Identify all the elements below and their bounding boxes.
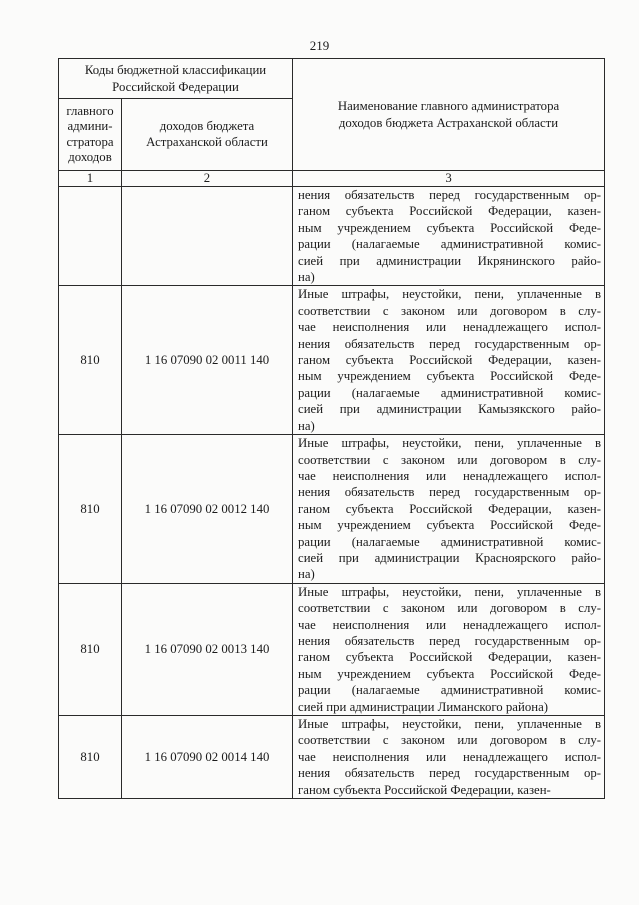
- text-line: чае неисполнения или ненадлежащего испол-: [298, 320, 602, 335]
- admin-code-cell: 810: [59, 435, 122, 584]
- text-line: ным учреждением субъекта Российской Феде-: [298, 369, 602, 384]
- text-line: Иные штрафы, неустойки, пени, уплаченные в: [298, 436, 602, 451]
- table-row: [59, 286, 605, 435]
- table-row: [59, 583, 605, 715]
- text-line: рации (налагаемые административной комис-: [298, 385, 602, 400]
- column-number: 2: [122, 171, 293, 187]
- text-line: на): [298, 418, 315, 433]
- text-line: сией при администрации Икрянинского райо-: [298, 253, 602, 268]
- table-row: [59, 716, 605, 799]
- text-line: Иные штрафы, неустойки, пени, уплаченные в: [298, 287, 602, 302]
- name-column-header: [293, 59, 605, 171]
- income-column-header: [122, 99, 293, 171]
- page-number: 219: [309, 38, 330, 53]
- admin-code-cell: [59, 187, 122, 286]
- text-line: нения обязательств перед государственным ор-: [298, 485, 602, 500]
- text-line: ным учреждением субъекта Российской Феде-: [298, 666, 602, 681]
- admin-code-cell: 810: [59, 716, 122, 799]
- codes-title-line: Коды бюджетной классификации: [84, 63, 267, 78]
- budget-codes-table: [58, 58, 605, 799]
- text-line: соответствии с законом или договором в слу-: [298, 452, 602, 467]
- administrator-name-cell: [293, 435, 605, 584]
- table-row: [59, 435, 605, 584]
- text-line: ганом субъекта Российской Федерации, казен-: [298, 501, 602, 516]
- admin-header-line: админи-: [67, 119, 113, 133]
- budget-code-cell: 1 16 07090 02 0012 140: [122, 435, 293, 584]
- administrator-name-cell: [293, 187, 605, 286]
- budget-code-cell: [122, 187, 293, 286]
- text-line: Иные штрафы, неустойки, пени, уплаченные в: [298, 717, 602, 731]
- text-line: нения обязательств перед государственным ор-: [298, 766, 602, 781]
- name-header-line: доходов бюджета Астраханской области: [338, 115, 559, 130]
- admin-code-cell: 810: [59, 583, 122, 715]
- text-line: соответствии с законом или договором в слу-: [298, 733, 602, 748]
- column-number: 1: [59, 171, 122, 187]
- column-number-row: [59, 171, 605, 187]
- text-line: чае неисполнения или ненадлежащего испол-: [298, 749, 602, 764]
- administrator-name-cell: [293, 583, 605, 715]
- table-row: [59, 187, 605, 286]
- text-line: рации (налагаемые административной комис-: [298, 683, 602, 698]
- text-line: сией при администрации Лиманского района): [298, 699, 549, 714]
- admin-header-line: главного: [66, 103, 114, 118]
- column-number: 3: [293, 171, 605, 187]
- budget-code-cell: 1 16 07090 02 0014 140: [122, 716, 293, 799]
- text-line: ганом субъекта Российской Федерации, казен-: [298, 353, 602, 368]
- header-row: [59, 59, 605, 99]
- budget-code-cell: 1 16 07090 02 0013 140: [122, 583, 293, 715]
- text-line: на): [298, 270, 315, 285]
- text-line: ганом субъекта Российской Федерации, казен-: [298, 650, 602, 665]
- text-line: рации (налагаемые административной комис-: [298, 534, 602, 549]
- text-line: сией при администрации Красноярского райо-: [298, 550, 602, 565]
- income-header-line: Астраханской области: [146, 134, 268, 149]
- name-header-line: Наименование главного администратора: [337, 99, 560, 114]
- admin-code-cell: 810: [59, 286, 122, 435]
- admin-column-header: [59, 99, 122, 171]
- text-line: нения обязательств перед государственным ор-: [298, 188, 602, 202]
- text-line: соответствии с законом или договором в слу-: [298, 303, 602, 318]
- income-header-line: доходов бюджета: [159, 119, 255, 133]
- text-line: сией при администрации Камызякского райо-: [298, 402, 602, 417]
- administrator-name-cell: [293, 716, 605, 799]
- text-line: соответствии с законом или договором в слу-: [298, 601, 602, 616]
- text-line: Иные штрафы, неустойки, пени, уплаченные в: [298, 584, 602, 599]
- text-line: рации (налагаемые административной комис-: [298, 237, 602, 252]
- administrator-name-cell: [293, 286, 605, 435]
- text-line: чае неисполнения или ненадлежащего испол-: [298, 617, 602, 632]
- codes-title-line: Российской Федерации: [112, 79, 239, 94]
- text-line: ганом субъекта Российской Федерации, казен-: [298, 782, 551, 797]
- text-line: чае неисполнения или ненадлежащего испол-: [298, 468, 602, 483]
- admin-header-line: доходов: [68, 150, 112, 164]
- text-line: нения обязательств перед государственным ор-: [298, 633, 602, 648]
- admin-header-line: стратора: [66, 134, 114, 149]
- budget-code-cell: 1 16 07090 02 0011 140: [122, 286, 293, 435]
- text-line: ным учреждением субъекта Российской Феде-: [298, 518, 602, 533]
- text-line: ным учреждением субъекта Российской Феде-: [298, 220, 602, 235]
- codes-group-header: [59, 59, 293, 99]
- text-line: на): [298, 567, 315, 582]
- text-line: ганом субъекта Российской Федерации, казен-: [298, 204, 602, 219]
- text-line: нения обязательств перед государственным ор-: [298, 336, 602, 351]
